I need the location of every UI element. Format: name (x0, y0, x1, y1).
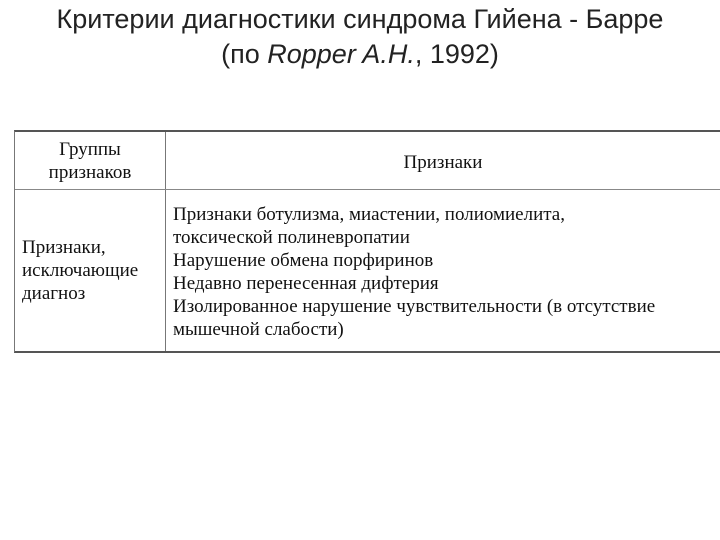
header-groups (15, 138, 165, 184)
title-line-1: Критерии диагностики синдрома Гийена - Барре (56, 4, 664, 34)
title-prefix: (по (221, 39, 268, 69)
sign-line: Недавно перенесенная дифтерия (173, 273, 439, 294)
header-divider (15, 189, 720, 190)
header-signs: Признаки (403, 152, 483, 173)
sign-line: Изолированное нарушение чувствительности (в отсутствие (173, 296, 656, 317)
header-groups-line-1: Группы (59, 139, 121, 160)
group-line: исключающие (22, 260, 139, 281)
group-line: Признаки, (22, 237, 106, 258)
sign-line: Признаки ботулизма, миастении, полиомиелита, (173, 204, 565, 225)
sign-line: токсической полиневропатии (173, 227, 410, 248)
group-line: диагноз (22, 283, 86, 304)
title-suffix: , 1992) (414, 39, 499, 69)
group-cell (22, 236, 162, 305)
sign-line: мышечной слабости) (173, 319, 344, 340)
sign-line: Нарушение обмена порфиринов (173, 250, 434, 271)
title-line-2 (0, 37, 720, 72)
header-groups-line-2: признаков (48, 162, 132, 183)
slide-title (0, 2, 720, 72)
criteria-table (14, 130, 720, 353)
signs-cell (173, 203, 716, 341)
title-author: Ropper A.H. (267, 39, 415, 69)
